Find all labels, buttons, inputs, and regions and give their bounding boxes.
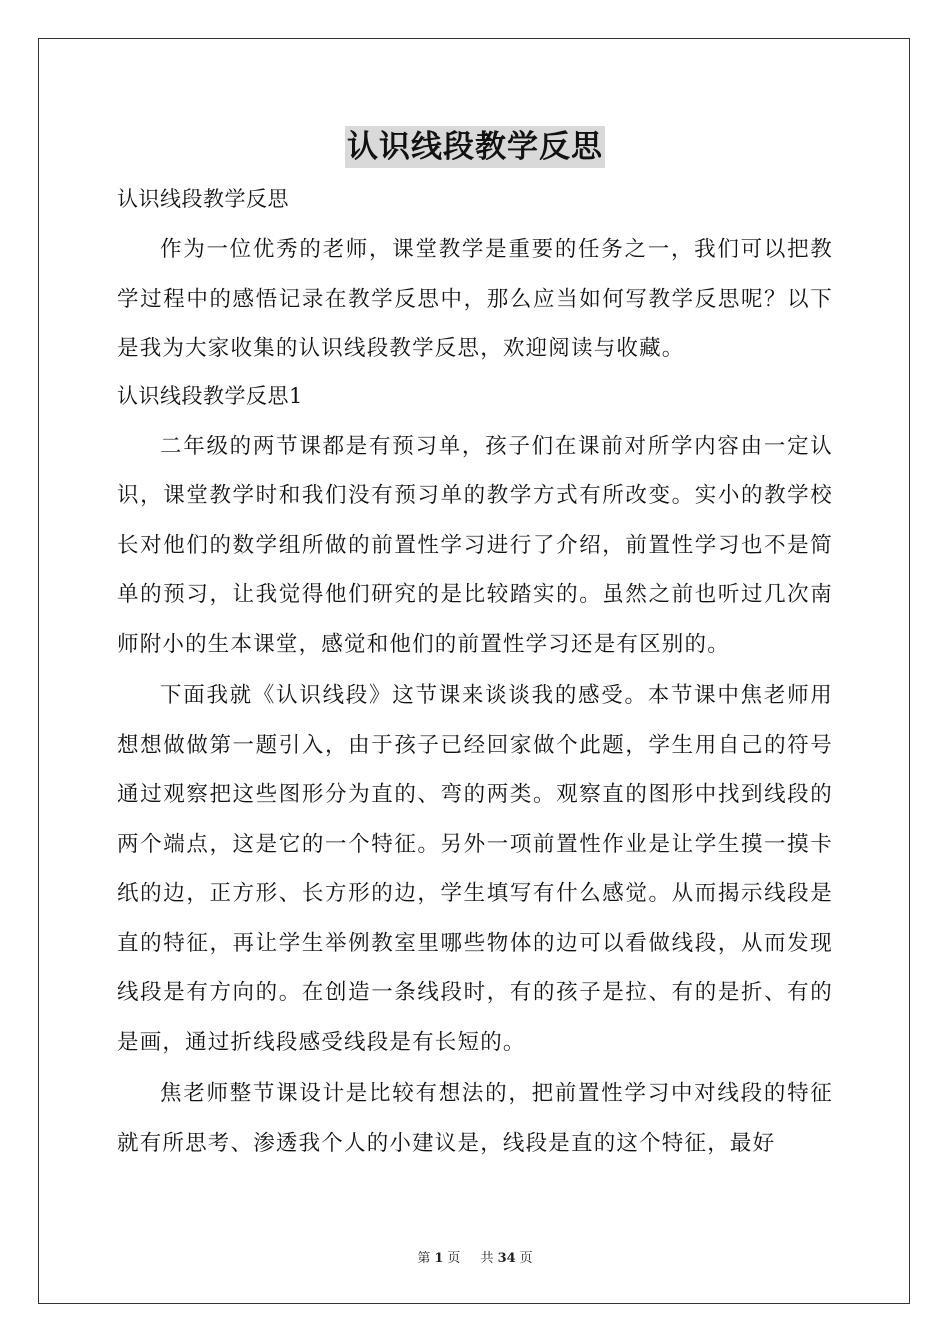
document-subtitle: 认识线段教学反思 — [117, 187, 289, 211]
total-count: 34 — [497, 1251, 516, 1266]
page-footer — [0, 1247, 950, 1266]
total-prefix: 共 — [480, 1251, 494, 1266]
page-number — [413, 1251, 464, 1266]
total-suffix: 页 — [519, 1251, 533, 1266]
page-label-suffix: 页 — [447, 1251, 461, 1266]
body-paragraph-3: 焦老师整节课设计是比较有想法的，把前置性学习中对线段的特征就有所思考、渗透我个人的小建议是，线段是直的这个特征，最好 — [117, 1081, 833, 1156]
page-current: 1 — [434, 1251, 444, 1266]
intro-paragraph: 作为一位优秀的老师，课堂教学是重要的任务之一，我们可以把教学过程中的感悟记录在教学反思中，那么应当如何写教学反思呢？以下是我为大家收集的认识线段教学反思，欢迎阅读与收藏。 — [117, 237, 833, 361]
page-label-prefix: 第 — [417, 1251, 431, 1266]
page-total — [477, 1251, 537, 1266]
body-paragraph-1: 二年级的两节课都是有预习单，孩子们在课前对所学内容由一定认识，课堂教学时和我们没有预习单的教学方式有所改变。实小的教学校长对他们的数学组所做的前置性学习进行了介绍，前置性学习也不是简单的预习，让我觉得他们研究的是比较踏实的。虽然之前也听过几次南师附小的生本课堂，感觉和他们的前置性学习还是有区别的。 — [117, 433, 833, 657]
section-heading: 认识线段教学反思1 — [117, 383, 303, 408]
document-body — [117, 179, 833, 1168]
title-container — [0, 126, 950, 168]
document-title: 认识线段教学反思 — [345, 126, 605, 168]
body-paragraph-2: 下面我就《认识线段》这节课来谈谈我的感受。本节课中焦老师用想想做做第一题引入，由于孩子已经回家做个此题，学生用自己的符号通过观察把这些图形分为直的、弯的两类。观察直的图形中找到线段的两个端点，这是它的一个特征。另外一项前置性作业是让学生摸一摸卡纸的边，正方形、长方形的边，学生填写有什么感觉。从而揭示线段是直的特征，再让学生举例教室里哪些物体的边可以看做线段，从而发现线段是有方向的。在创造一条线段时，有的孩子是拉、有的是折、有的是画，通过折线段感受线段是有长短的。 — [117, 683, 833, 1055]
